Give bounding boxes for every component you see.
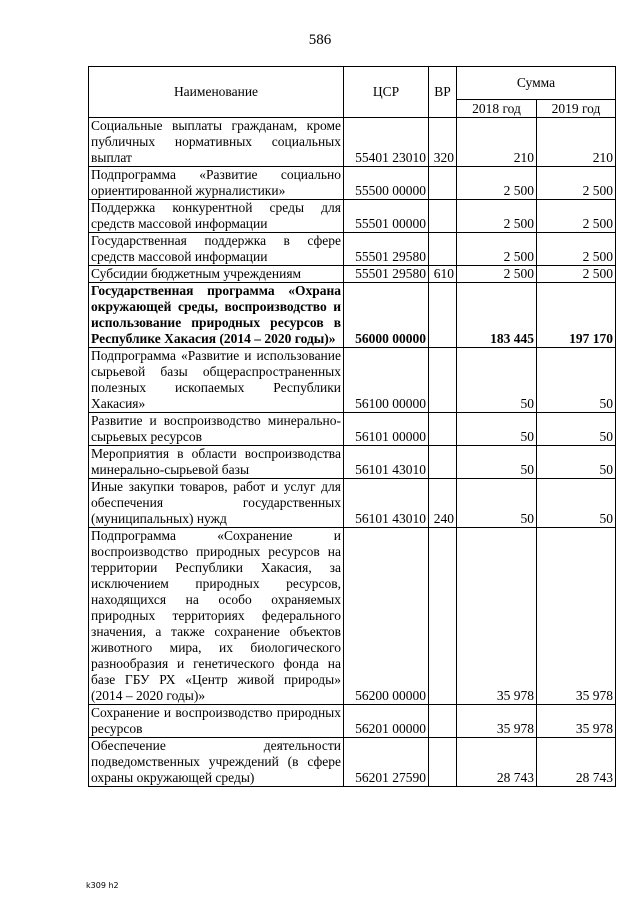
table-row bbox=[89, 348, 616, 413]
row-sum-2019: 2 500 bbox=[537, 200, 616, 233]
header-vr: ВР bbox=[429, 67, 457, 118]
row-sum-2019: 35 978 bbox=[537, 705, 616, 738]
row-vr bbox=[429, 528, 457, 705]
row-name: Социальные выплаты гражданам, кроме публичных нормативных социальных выплат bbox=[89, 118, 344, 167]
budget-table bbox=[88, 66, 616, 787]
row-sum-2019: 35 978 bbox=[537, 528, 616, 705]
row-name: Обеспечение деятельности подведомственных учреждений (в сфере охраны окружающей среды) bbox=[89, 738, 344, 787]
row-name: Иные закупки товаров, работ и услуг для обеспечения государственных (муниципальных) нужд bbox=[89, 479, 344, 528]
table-row bbox=[89, 413, 616, 446]
row-sum-2019: 2 500 bbox=[537, 167, 616, 200]
row-sum-2018: 50 bbox=[457, 446, 537, 479]
row-sum-2019: 2 500 bbox=[537, 266, 616, 283]
row-vr bbox=[429, 705, 457, 738]
row-name: Мероприятия в области воспроизводства минерально-сырьевой базы bbox=[89, 446, 344, 479]
row-sum-2019: 50 bbox=[537, 348, 616, 413]
row-sum-2018: 2 500 bbox=[457, 266, 537, 283]
row-name: Развитие и воспроизводство минерально-сырьевых ресурсов bbox=[89, 413, 344, 446]
row-csr: 55500 00000 bbox=[344, 167, 429, 200]
row-csr: 56201 27590 bbox=[344, 738, 429, 787]
table-row bbox=[89, 705, 616, 738]
header-year-2018: 2018 год bbox=[457, 100, 537, 118]
row-vr bbox=[429, 348, 457, 413]
row-csr: 55401 23010 bbox=[344, 118, 429, 167]
header-sum: Сумма bbox=[457, 67, 616, 100]
page-number: 586 bbox=[308, 32, 332, 48]
row-sum-2019: 197 170 bbox=[537, 283, 616, 348]
table-row bbox=[89, 479, 616, 528]
row-csr: 56201 00000 bbox=[344, 705, 429, 738]
row-sum-2019: 50 bbox=[537, 446, 616, 479]
row-csr: 56101 00000 bbox=[344, 413, 429, 446]
row-name: Субсидии бюджетным учреждениям bbox=[89, 266, 344, 283]
table-row bbox=[89, 266, 616, 283]
row-csr: 55501 29580 bbox=[344, 233, 429, 266]
row-csr: 56101 43010 bbox=[344, 479, 429, 528]
row-name: Государственная поддержка в сфере средств массовой информации bbox=[89, 233, 344, 266]
row-vr bbox=[429, 446, 457, 479]
header-csr: ЦСР bbox=[344, 67, 429, 118]
table-row bbox=[89, 200, 616, 233]
row-name: Подпрограмма «Развитие социально ориентированной журналистики» bbox=[89, 167, 344, 200]
row-sum-2018: 50 bbox=[457, 348, 537, 413]
row-name: Подпрограмма «Сохранение и воспроизводство природных ресурсов на территории Республики Хакасия, за исключением природных ресурсов, находящихся на особо охраняемых природных территориях федерального значения, а также сохранение объектов животного мира, их биологического разнообразия и генетического фонда на базе ГБУ РХ «Центр живой природы» (2014 – 2020 годы)» bbox=[89, 528, 344, 705]
table-row bbox=[89, 446, 616, 479]
row-csr: 55501 29580 bbox=[344, 266, 429, 283]
row-sum-2019: 28 743 bbox=[537, 738, 616, 787]
row-name: Поддержка конкурентной среды для средств массовой информации bbox=[89, 200, 344, 233]
row-name: Сохранение и воспроизводство природных ресурсов bbox=[89, 705, 344, 738]
row-sum-2019: 50 bbox=[537, 479, 616, 528]
table-row bbox=[89, 233, 616, 266]
row-vr: 240 bbox=[429, 479, 457, 528]
row-sum-2018: 50 bbox=[457, 413, 537, 446]
table-row bbox=[89, 283, 616, 348]
row-csr: 56000 00000 bbox=[344, 283, 429, 348]
row-sum-2019: 50 bbox=[537, 413, 616, 446]
row-vr: 610 bbox=[429, 266, 457, 283]
row-vr bbox=[429, 413, 457, 446]
row-csr: 56100 00000 bbox=[344, 348, 429, 413]
row-vr bbox=[429, 167, 457, 200]
row-sum-2018: 50 bbox=[457, 479, 537, 528]
row-csr: 56200 00000 bbox=[344, 528, 429, 705]
row-sum-2019: 210 bbox=[537, 118, 616, 167]
row-sum-2018: 2 500 bbox=[457, 167, 537, 200]
row-name: Подпрограмма «Развитие и использование сырьевой базы общераспространенных полезных ископаемых Республики Хакасия» bbox=[89, 348, 344, 413]
footer-code: k309 h2 bbox=[86, 881, 119, 890]
row-sum-2018: 2 500 bbox=[457, 233, 537, 266]
row-vr bbox=[429, 200, 457, 233]
table-row bbox=[89, 118, 616, 167]
row-sum-2018: 210 bbox=[457, 118, 537, 167]
row-vr bbox=[429, 233, 457, 266]
row-sum-2018: 183 445 bbox=[457, 283, 537, 348]
table-row bbox=[89, 167, 616, 200]
row-sum-2019: 2 500 bbox=[537, 233, 616, 266]
row-vr: 320 bbox=[429, 118, 457, 167]
header-year-2019: 2019 год bbox=[537, 100, 616, 118]
table-body bbox=[89, 118, 616, 787]
row-csr: 55501 00000 bbox=[344, 200, 429, 233]
row-sum-2018: 2 500 bbox=[457, 200, 537, 233]
row-sum-2018: 35 978 bbox=[457, 705, 537, 738]
row-vr bbox=[429, 283, 457, 348]
table-row bbox=[89, 738, 616, 787]
row-vr bbox=[429, 738, 457, 787]
row-name: Государственная программа «Охрана окружающей среды, воспроизводство и использование природных ресурсов в Республике Хакасия (2014 – 2020 годы)» bbox=[89, 283, 344, 348]
row-csr: 56101 43010 bbox=[344, 446, 429, 479]
row-sum-2018: 28 743 bbox=[457, 738, 537, 787]
header-name: Наименование bbox=[89, 67, 344, 118]
table-row bbox=[89, 528, 616, 705]
row-sum-2018: 35 978 bbox=[457, 528, 537, 705]
